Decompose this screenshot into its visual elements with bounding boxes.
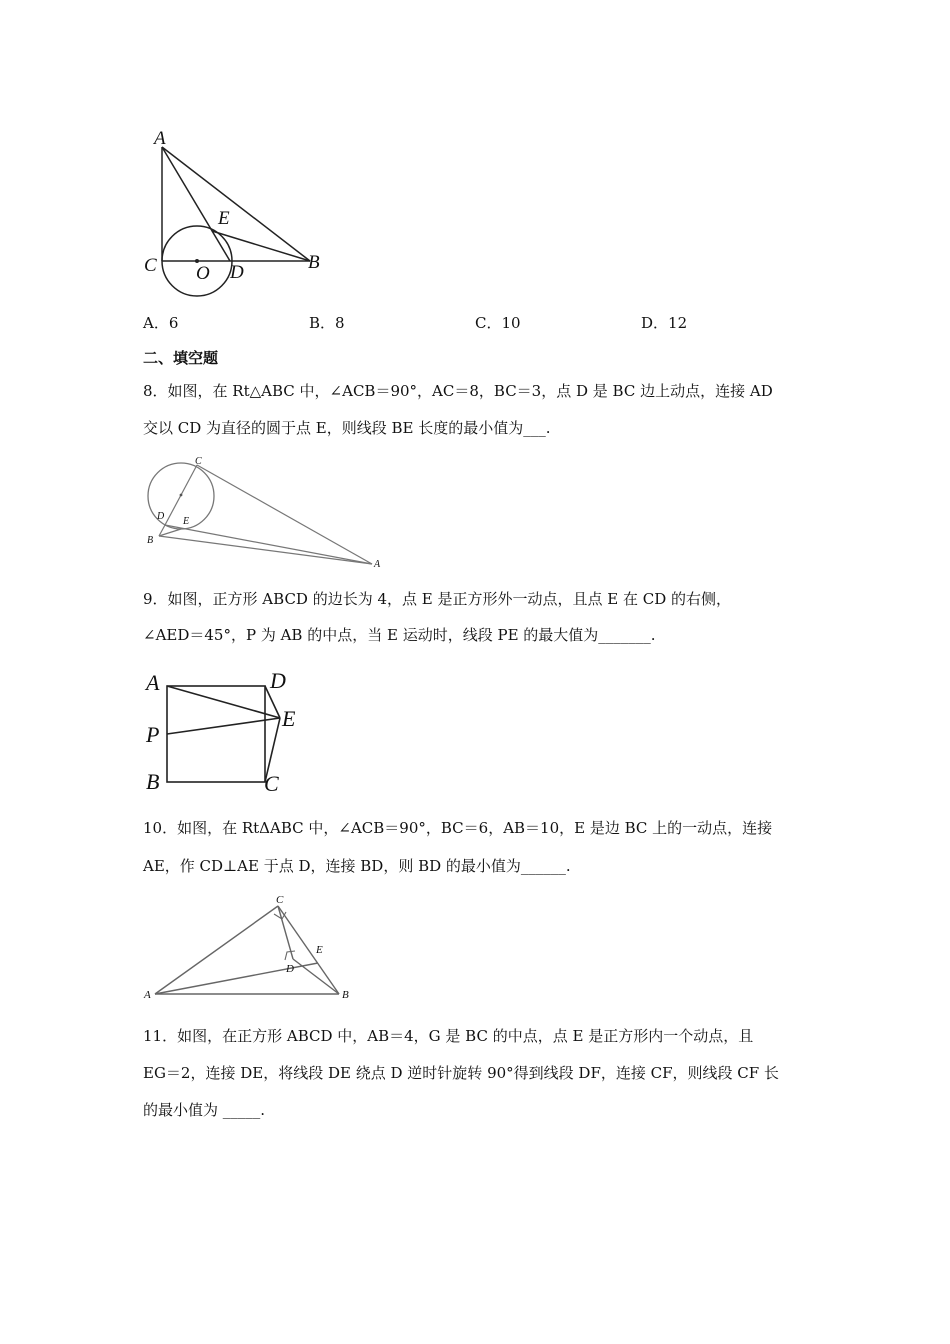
label-e: E bbox=[218, 208, 230, 229]
q8-line1: 8．如图，在 Rt△ABC 中，∠ACB＝90°，AC＝8，BC＝3，点 D 是 BC 边上动点，连接 AD bbox=[143, 382, 773, 400]
figure-q10-svg bbox=[140, 888, 370, 1006]
segment-ba bbox=[159, 536, 372, 564]
circle-center bbox=[180, 494, 183, 497]
figure-q8-svg bbox=[140, 450, 400, 575]
q11-line2: EG＝2，连接 DE，将线段 DE 绕点 D 逆时针旋转 90°得到线段 DF，连接 CF，则线段 CF 长 bbox=[143, 1064, 779, 1082]
label-c: C bbox=[195, 456, 202, 467]
segment-ca bbox=[197, 465, 372, 564]
figure-q10 bbox=[140, 888, 370, 1006]
choice-a bbox=[143, 312, 178, 333]
choice-c-value: 10 bbox=[501, 314, 521, 332]
label-e: E bbox=[282, 706, 296, 731]
label-a: A bbox=[374, 559, 381, 570]
label-d: D bbox=[157, 511, 165, 522]
label-a: A bbox=[154, 128, 166, 149]
label-b: B bbox=[308, 252, 320, 273]
q9-line1: 9．如图，正方形 ABCD 的边长为 4，点 E 是正方形外一动点，且点 E 在 CD 的右侧， bbox=[143, 590, 732, 608]
label-d: D bbox=[286, 963, 294, 975]
segment-cb bbox=[278, 906, 339, 994]
choice-a-value: 6 bbox=[168, 314, 179, 332]
label-b: B bbox=[147, 535, 154, 546]
choice-c-letter: C． bbox=[475, 314, 502, 332]
choice-b-letter: B． bbox=[309, 314, 336, 332]
segment-pe bbox=[167, 718, 280, 734]
segment-db bbox=[293, 959, 339, 994]
label-b: B bbox=[146, 769, 160, 794]
figure-q9-svg bbox=[140, 665, 310, 800]
label-a: A bbox=[144, 989, 151, 1001]
label-c: C bbox=[276, 894, 284, 906]
segment-ad bbox=[162, 147, 230, 261]
figure-q7-svg bbox=[140, 120, 340, 305]
segment-ae bbox=[167, 686, 280, 718]
label-e: E bbox=[183, 516, 190, 527]
label-e: E bbox=[316, 944, 323, 956]
label-b: B bbox=[342, 989, 349, 1001]
choice-b bbox=[309, 312, 345, 333]
label-o: O bbox=[196, 263, 210, 284]
section-title: 二、填空题 bbox=[143, 349, 219, 367]
q8-line2: 交以 CD 为直径的圆于点 E，则线段 BE 长度的最小值为___. bbox=[143, 419, 551, 437]
q10-line2: AE，作 CD⊥AE 于点 D，连接 BD，则 BD 的最小值为______. bbox=[143, 857, 571, 875]
choice-d bbox=[641, 312, 687, 333]
segment-ac bbox=[155, 906, 278, 994]
segment-ab bbox=[162, 147, 310, 261]
q11-line3: 的最小值为 _____. bbox=[143, 1101, 266, 1119]
label-d: D bbox=[230, 262, 244, 283]
q11-line1: 11．如图，在正方形 ABCD 中，AB＝4，G 是 BC 的中点，点 E 是正方形内一个动点，且 bbox=[143, 1027, 754, 1045]
label-c: C bbox=[264, 771, 279, 796]
choice-b-value: 8 bbox=[335, 314, 345, 332]
figure-q7 bbox=[140, 120, 340, 305]
segment-da bbox=[165, 525, 372, 564]
label-d: D bbox=[270, 668, 286, 693]
label-c: C bbox=[144, 255, 157, 276]
choice-d-letter: D． bbox=[641, 314, 669, 332]
label-a: A bbox=[146, 670, 160, 695]
choice-a-letter: A． bbox=[143, 314, 169, 332]
figure-q8 bbox=[140, 450, 400, 575]
choice-c bbox=[475, 312, 521, 333]
q9-line2: ∠AED＝45°，P 为 AB 的中点，当 E 运动时，线段 PE 的最大值为_______. bbox=[143, 626, 656, 644]
figure-q9 bbox=[140, 665, 310, 800]
label-p: P bbox=[146, 722, 160, 747]
choice-d-value: 12 bbox=[668, 314, 688, 332]
q10-line1: 10．如图，在 RtΔABC 中，∠ACB＝90°，BC＝6，AB＝10，E 是边 BC 上的一动点，连接 bbox=[143, 819, 773, 837]
